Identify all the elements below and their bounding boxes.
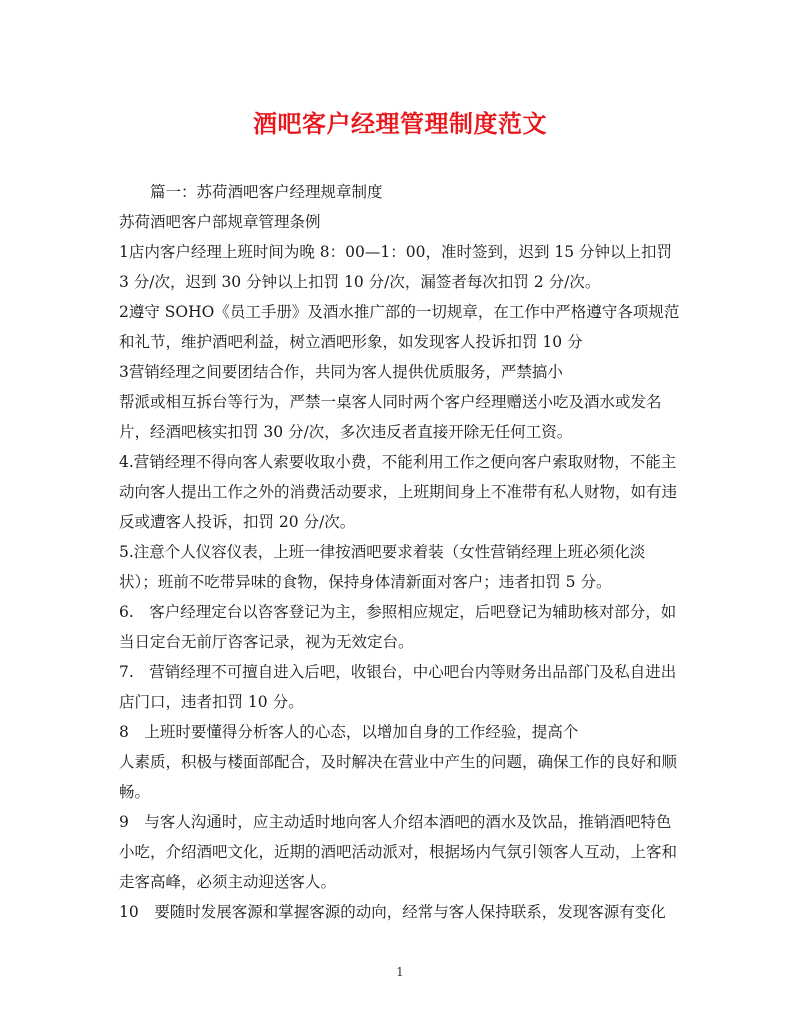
page-number: 1	[396, 965, 404, 979]
rule-paragraph-8-cont: 人素质，积极与楼面部配合，及时解决在营业中产生的问题，确保工作的良好和顺畅。	[119, 753, 678, 801]
rule-paragraph-4: 4.营销经理不得向客人索要收取小费，不能利用工作之便向客户索取财物，不能主动向客人提出工作之外的消费活动要求，上班期间身上不准带有私人财物，如有违反或遭客人投诉，扣罚 20 分/次。	[119, 453, 678, 531]
section-heading: 篇一：苏荷酒吧客户经理规章制度	[150, 183, 383, 201]
rule-paragraph-3: 3营销经理之间要团结合作，共同为客人提供优质服务，严禁搞小	[119, 363, 563, 381]
rule-paragraph-7: 7. 营销经理不可擅自进入后吧，收银台，中心吧台内等财务出品部门及私自进出店门口，违者扣罚 10 分。	[119, 663, 677, 711]
subheading: 苏荷酒吧客户部规章管理条例	[119, 213, 321, 231]
rule-paragraph-8: 8 上班时要懂得分析客人的心态，以增加自身的工作经验，提高个	[119, 723, 579, 741]
rule-paragraph-1: 1店内客户经理上班时间为晚 8：00—1：00，准时签到，迟到 15 分钟以上扣罚 3 分/次，迟到 30 分钟以上扣罚 10 分/次，漏签者每次扣罚 2 分/次。	[119, 243, 673, 291]
rule-paragraph-5: 5.注意个人仪容仪表，上班一律按酒吧要求着装（女性营销经理上班必须化淡状）；班前不吃带异味的食物，保持身体清新面对客户；违者扣罚 5 分。	[119, 543, 646, 591]
document-body	[119, 177, 683, 927]
document-title: 酒吧客户经理管理制度范文	[253, 109, 547, 138]
rule-paragraph-2: 2遵守 SOHO《员工手册》及酒水推广部的一切规章，在工作中严格遵守各项规范和礼节，维护酒吧利益，树立酒吧形象，如发现客人投诉扣罚 10 分	[119, 303, 680, 351]
rule-paragraph-3-cont: 帮派或相互拆台等行为，严禁一桌客人同时两个客户经理赠送小吃及酒水或发名片，经酒吧核实扣罚 30 分/次，多次违反者直接开除无任何工资。	[119, 393, 662, 441]
rule-paragraph-10: 10 要随时发展客源和掌握客源的动向，经常与客人保持联系，发现客源有变化	[119, 903, 666, 921]
rule-paragraph-9: 9 与客人沟通时，应主动适时地向客人介绍本酒吧的酒水及饮品，推销酒吧特色小吃，介绍酒吧文化，近期的酒吧活动派对，根据场内气氛引领客人互动，上客和走客高峰，必须主动迎送客人。	[119, 813, 678, 891]
rule-paragraph-6: 6. 客户经理定台以咨客登记为主，参照相应规定，后吧登记为辅助核对部分，如当日定台无前厅咨客记录，视为无效定台。	[119, 603, 677, 651]
